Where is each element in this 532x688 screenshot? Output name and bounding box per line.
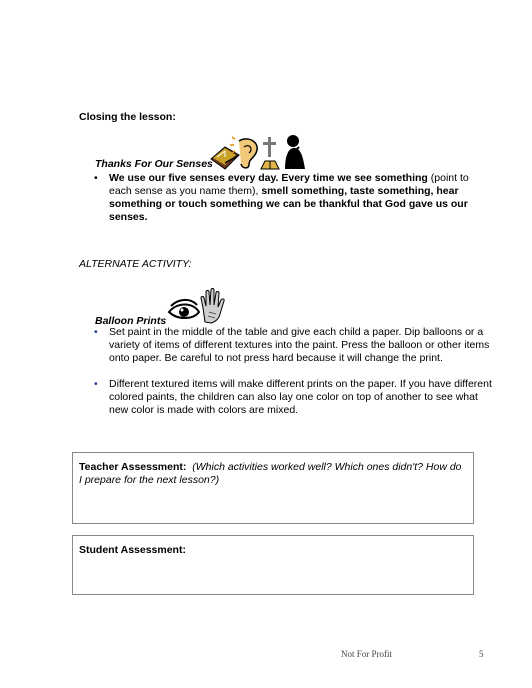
ear-icon [230, 137, 257, 168]
list-item [94, 172, 484, 224]
bullet-icon: • [94, 172, 98, 184]
teacher-assessment-label: Teacher Assessment: [79, 461, 187, 473]
thanks-bullet-part2: (point to each sense as you name them), [109, 172, 469, 197]
senses-icons [209, 133, 309, 171]
list-item [94, 326, 494, 365]
teacher-assessment-box [72, 452, 474, 524]
cross-icon [261, 137, 279, 169]
thanks-bullet-part1: We use our five senses every day. Every time we see something [109, 172, 428, 184]
list-item [94, 378, 494, 417]
balloon-bullet-text: Different textured items will make different prints on the paper. If you have different colored paints, the children can also lay one color on top of another to see what new color is made with colors are mixed. [109, 378, 492, 416]
bible-icon [211, 147, 239, 169]
bullet-icon: • [94, 378, 98, 390]
balloon-prints-title: Balloon Prints [95, 315, 167, 327]
balloon-bullet-list [94, 326, 494, 430]
bullet-icon: • [94, 326, 98, 338]
page-number: 5 [479, 649, 484, 659]
balloon-icons [167, 286, 227, 326]
eye-icon [169, 300, 199, 318]
footer-text: Not For Profit [341, 649, 393, 659]
teacher-assessment-prompt: (Which activities worked well? Which ones didn't? How do I prepare for the next lesson?) [79, 461, 462, 486]
alternate-activity-heading: ALTERNATE ACTIVITY: [79, 258, 192, 270]
thanks-bullet-part3: smell something, taste something, hear something or touch something we can be thankful that God gave us our senses. [109, 185, 468, 223]
balloon-bullet-text: Set paint in the middle of the table and give each child a paper. Dip balloons or a variety of items of different textures into the paint. Press the balloon or other items onto paper. Be careful to not press hard because it will change the print. [109, 326, 490, 364]
student-assessment-label: Student Assessment: [79, 544, 186, 556]
praying-child-icon [285, 135, 305, 169]
thanks-title: Thanks For Our Senses [95, 158, 213, 170]
closing-heading: Closing the lesson: [79, 111, 176, 123]
thanks-bullet-list [94, 172, 484, 224]
student-assessment-box [72, 535, 474, 595]
hand-icon [201, 289, 224, 324]
